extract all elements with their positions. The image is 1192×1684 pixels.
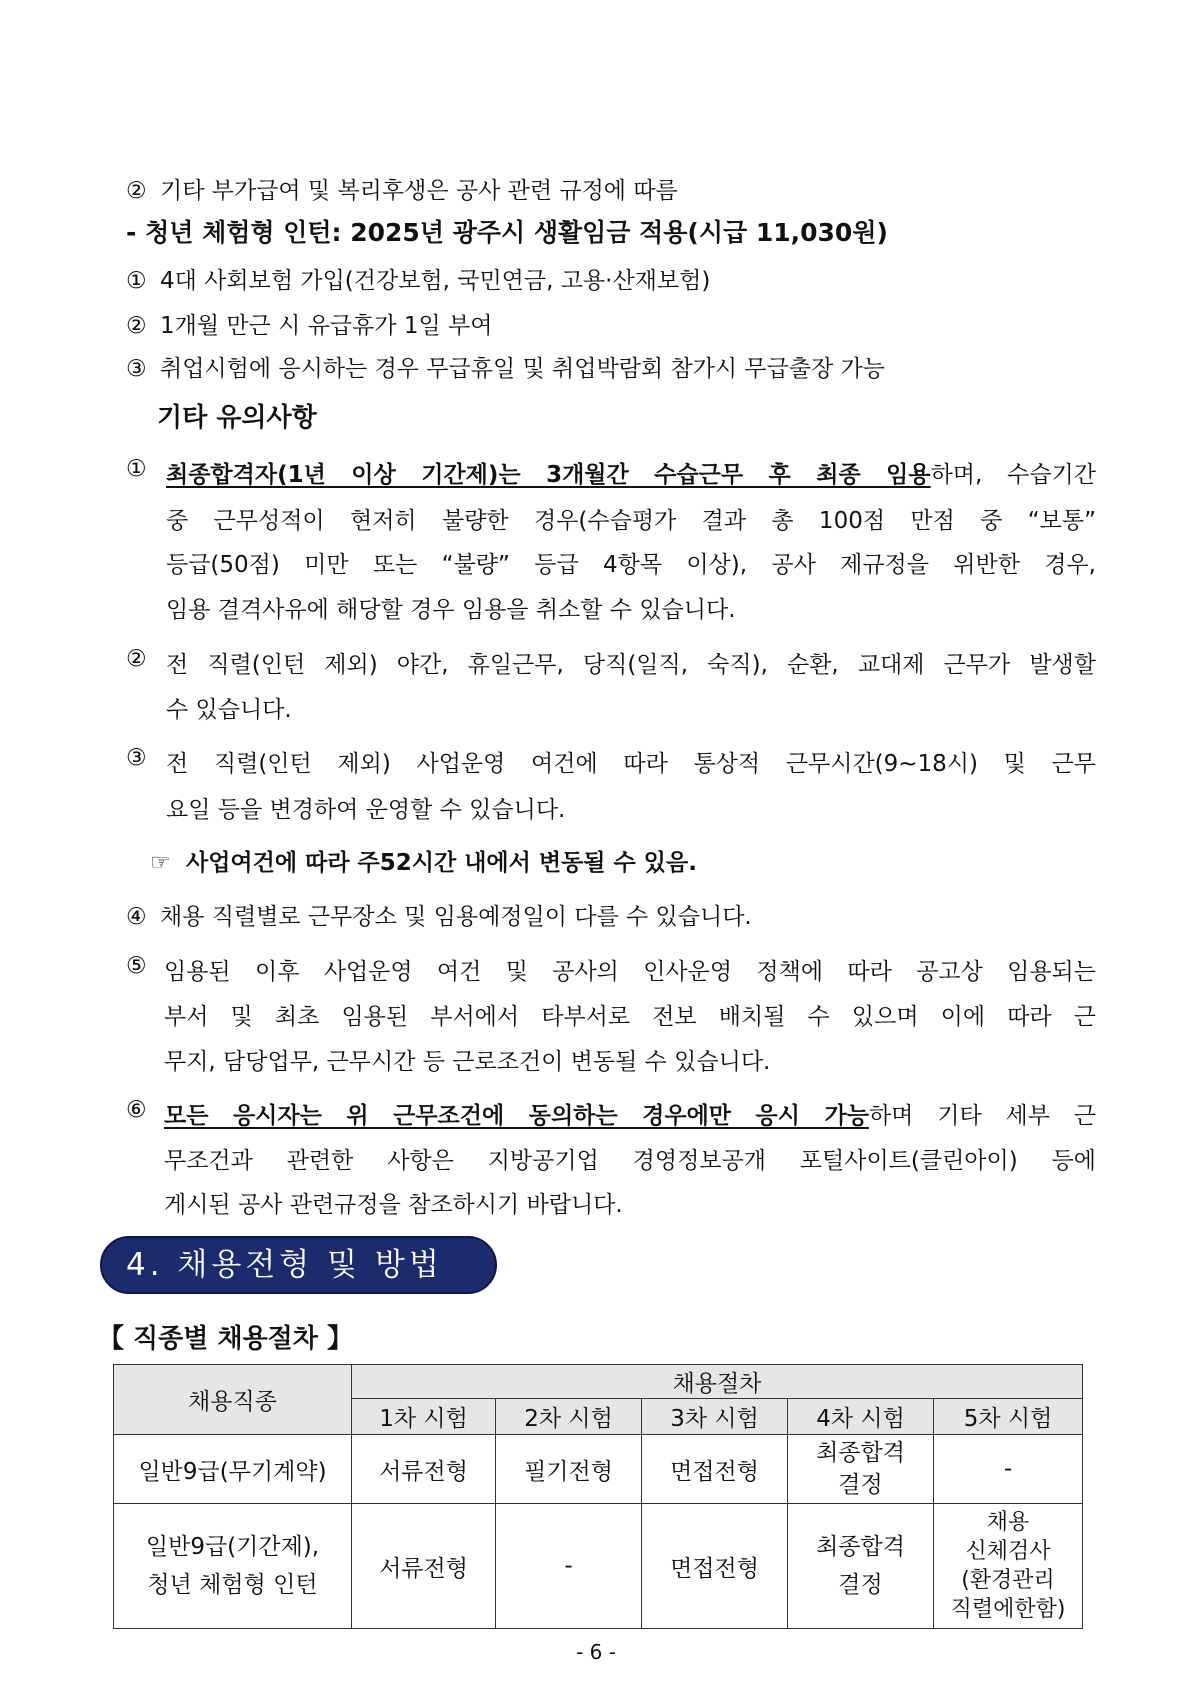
stage-cell: -	[934, 1435, 1083, 1504]
note-3-sub: ☞ 사업여건에 따라 주52시간 내에서 변동될 수 있음.	[150, 850, 697, 876]
note-6-line-1: 모든 응시자는 위 근무조건에 동의하는 경우에만 응시 가능하며 기타 세부 근	[164, 1103, 1096, 1129]
note-1-line-2: 중 근무성적이 현저히 불량한 경우(수습평가 결과 총 100점 만점 중 “보통”	[166, 508, 1096, 534]
header-stage-3: 3차 시험	[642, 1399, 788, 1435]
note-2-marker: ②	[126, 646, 147, 672]
table-row	[114, 1435, 1083, 1504]
note-2-line-1: 전 직렬(인턴 제외) 야간, 휴일근무, 당직(일직, 숙직), 순환, 교대제 근무가 발생할	[166, 652, 1096, 678]
note-3-line-1: 전 직렬(인턴 제외) 사업운영 여건에 따라 통상적 근무시간(9~18시) 및 근무	[166, 751, 1096, 777]
note-5-line-2: 부서 및 최초 임용된 부서에서 타부서로 전보 배치될 수 있으며 이에 따라 근	[164, 1004, 1096, 1030]
header-job-type: 채용직종	[114, 1365, 352, 1435]
header-stage-4: 4차 시험	[788, 1399, 934, 1435]
stage-cell: 최종합격 결정	[788, 1504, 934, 1629]
notes-title: 기타 유의사항	[157, 403, 317, 433]
note-1-line-1: 최종합격자(1년 이상 기간제)는 3개월간 수습근무 후 최종 임용하며, 수습기간	[166, 462, 1096, 488]
intern-benefit-3: ③ 취업시험에 응시하는 경우 무급휴일 및 취업박람회 참가시 무급출장 가능	[126, 356, 886, 382]
stage-cell: 채용 신체검사 (환경관리 직렬에한함)	[934, 1504, 1083, 1629]
note-1-line-4: 임용 결격사유에 해당할 경우 임용을 취소할 수 있습니다.	[166, 597, 736, 623]
note-6-marker: ⑥	[126, 1097, 147, 1123]
header-stage-1: 1차 시험	[352, 1399, 496, 1435]
stage-cell: 필기전형	[496, 1435, 642, 1504]
note-5-marker: ⑤	[126, 953, 147, 979]
note-6-emphasis: 모든 응시자는 위 근무조건에 동의하는 경우에만 응시 가능	[164, 1103, 869, 1129]
stage-cell: 서류전형	[352, 1435, 496, 1504]
header-stage-2: 2차 시험	[496, 1399, 642, 1435]
note-5-line-3: 무지, 담당업무, 근무시간 등 근로조건이 변동될 수 있습니다.	[164, 1049, 771, 1075]
table-row	[114, 1504, 1083, 1629]
circled-number-marker: ④	[126, 904, 147, 930]
note-6-line-3: 게시된 공사 관련규정을 참조하시기 바랍니다.	[164, 1192, 623, 1218]
note-5-line-1: 임용된 이후 사업운영 여건 및 공사의 인사운영 정책에 따라 공고상 임용되는	[164, 959, 1096, 985]
note-3-marker: ③	[126, 745, 147, 771]
intern-benefit-2: ② 1개월 만근 시 유급휴가 1일 부여	[126, 313, 493, 339]
note-6-line-2: 무조건과 관련한 사항은 지방공기업 경영정보공개 포털사이트(클린아이) 등에	[164, 1148, 1096, 1174]
note-2-line-2: 수 있습니다.	[166, 697, 292, 723]
circled-number-marker: ①	[126, 268, 147, 294]
note-4: ④ 채용 직렬별로 근무장소 및 임용예정일이 다를 수 있습니다.	[126, 904, 752, 930]
pointing-hand-icon: ☞	[150, 850, 171, 876]
recruitment-procedure-table	[113, 1364, 1083, 1629]
note-1-marker: ①	[126, 456, 147, 482]
circled-number-marker: ②	[126, 313, 147, 339]
note-3-line-2: 요일 등을 변경하여 운영할 수 있습니다.	[166, 797, 566, 823]
stage-cell: 면접전형	[642, 1504, 788, 1629]
note-1-line-3: 등급(50점) 미만 또는 “불량” 등급 4항목 이상), 공사 제규정을 위반한 경우,	[166, 552, 1096, 578]
job-type-cell: 일반9급(무기계약)	[114, 1435, 352, 1504]
section-heading: 4. 채용전형 및 방법	[100, 1236, 497, 1294]
page-number: - 6 -	[576, 1640, 616, 1664]
circled-number-marker: ③	[126, 356, 147, 382]
intern-benefit-1: ① 4대 사회보험 가입(건강보험, 국민연금, 고용·산재보험)	[126, 268, 711, 294]
stage-cell: -	[496, 1504, 642, 1629]
procedure-caption: 【 직종별 채용절차 】	[98, 1324, 353, 1354]
benefit-item-2: ② 기타 부가급여 및 복리후생은 공사 관련 규정에 따름	[126, 178, 678, 204]
header-stage-5: 5차 시험	[934, 1399, 1083, 1435]
stage-cell: 최종합격 결정	[788, 1435, 934, 1504]
header-procedure: 채용절차	[352, 1365, 1083, 1399]
stage-cell: 서류전형	[352, 1504, 496, 1629]
note-1-emphasis: 최종합격자(1년 이상 기간제)는 3개월간 수습근무 후 최종 임용	[166, 462, 931, 488]
job-type-cell: 일반9급(기간제), 청년 체험형 인턴	[114, 1504, 352, 1629]
intern-wage-heading: - 청년 체험형 인턴: 2025년 광주시 생활임금 적용(시급 11,030원)	[126, 218, 888, 247]
circled-number-marker: ②	[126, 178, 147, 204]
stage-cell: 면접전형	[642, 1435, 788, 1504]
